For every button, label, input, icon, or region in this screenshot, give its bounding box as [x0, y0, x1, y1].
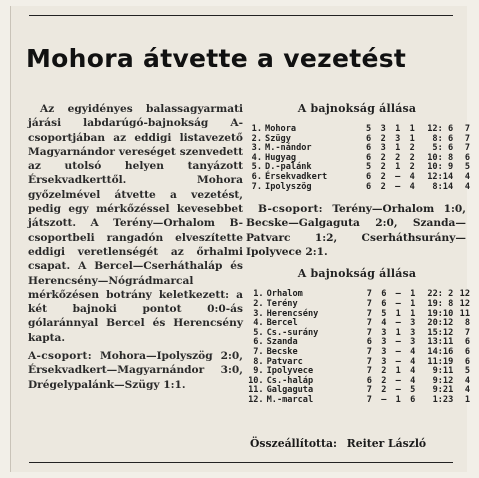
cell-pts: 1	[464, 394, 470, 405]
cell-pts: 12	[459, 289, 470, 300]
cell-d: 3	[395, 133, 401, 144]
cell-pos: 3.	[251, 143, 263, 154]
cell-pos: 2.	[251, 133, 263, 144]
cell-d: 1	[395, 124, 401, 134]
cell-w: 3	[381, 346, 387, 357]
cell-p: 6	[366, 375, 372, 386]
a-group-results	[28, 349, 243, 392]
cell-pos: 12.	[248, 394, 264, 405]
cell-team: Herencsény	[266, 308, 319, 319]
cell-goals: 10: 9	[427, 162, 454, 173]
cell-pts: 4	[464, 181, 470, 192]
cell-p: 6	[366, 171, 372, 182]
cell-goals: 10: 8	[427, 152, 454, 163]
top-rule	[29, 15, 453, 16]
cell-pts: 7	[464, 133, 470, 144]
cell-l: 1	[409, 124, 415, 134]
a-group-results-text: Mohora—Ipolyszög 2:0, Érsekvadkert—Magyarnándor 3:0, Drégelypalánk—Szügy 1:1.	[28, 350, 243, 391]
cell-w: 4	[381, 318, 387, 329]
cell-goals: 8:14	[432, 181, 454, 192]
cell-p: 6	[366, 337, 372, 348]
cell-team: D.-palánk	[265, 162, 312, 173]
cell-w: 3	[380, 124, 386, 134]
cell-w: 2	[380, 171, 386, 182]
cell-l: 3	[410, 327, 416, 338]
cell-goals: 8: 6	[432, 133, 454, 144]
cell-l: 3	[410, 318, 416, 329]
cell-goals: 13:11	[427, 337, 454, 348]
b-group-results	[246, 202, 466, 259]
cell-w: 3	[381, 337, 387, 348]
bottom-rule	[29, 462, 453, 463]
cell-d: 1	[395, 394, 401, 405]
cell-w: 2	[381, 385, 387, 396]
cell-pos: 7.	[251, 181, 263, 192]
cell-goals: 14:16	[427, 346, 454, 357]
cell-pts: 6	[464, 356, 470, 367]
cell-l: 6	[410, 394, 416, 405]
cell-pos: 5.	[251, 162, 263, 173]
cell-l: 1	[410, 308, 416, 319]
cell-d: 1	[395, 366, 401, 377]
article-column	[28, 102, 243, 396]
cell-team: Cs.-surány	[266, 327, 319, 338]
cell-d: 2	[395, 152, 401, 163]
cell-pts: 7	[464, 124, 470, 134]
cell-p: 7	[366, 346, 372, 357]
cell-p: 7	[366, 298, 372, 309]
cell-p: 7	[366, 356, 372, 367]
cell-p: 7	[366, 318, 372, 329]
cell-d: –	[395, 298, 401, 309]
cell-w: 2	[380, 162, 386, 173]
cell-pos: 4.	[251, 152, 263, 163]
cell-l: 3	[410, 337, 416, 348]
standings-table-a	[246, 125, 470, 192]
cell-pts: 11	[459, 308, 470, 319]
cell-goals: 12:14	[427, 171, 454, 182]
cell-pos: 7.	[253, 346, 264, 357]
cell-l: 4	[410, 366, 416, 377]
cell-p: 6	[366, 152, 372, 163]
cell-w: 2	[380, 181, 386, 192]
cell-w: 6	[381, 289, 387, 300]
cell-pts: 8	[464, 318, 470, 329]
cell-p: 7	[366, 308, 372, 319]
cell-d: –	[395, 318, 401, 329]
cell-goals: 1:23	[432, 394, 454, 405]
cell-team: Ipolyszög	[265, 181, 312, 192]
cell-pts: 6	[464, 152, 470, 163]
cell-d: –	[395, 181, 401, 192]
cell-p: 7	[366, 327, 372, 338]
cell-l: 1	[409, 133, 415, 144]
cell-pts: 4	[464, 385, 470, 396]
cell-team: M.-marcal	[266, 394, 314, 405]
cell-l: 4	[410, 346, 416, 357]
cell-p: 6	[366, 181, 372, 192]
cell-team: Szügy	[265, 133, 291, 144]
cell-pts: 4	[464, 171, 470, 182]
cell-pos: 5.	[253, 327, 264, 338]
cell-pos: 4.	[253, 318, 264, 329]
cell-goals: 22: 2	[427, 289, 454, 300]
cell-w: 3	[381, 356, 387, 367]
cell-l: 1	[410, 289, 416, 300]
cell-w: 2	[381, 375, 387, 386]
table-a-title: A bajnokság állása	[297, 102, 417, 115]
cell-d: 1	[395, 162, 401, 173]
cell-pos: 10.	[248, 375, 264, 386]
cell-p: 5	[366, 162, 372, 173]
cell-team: M.-nándor	[265, 143, 312, 154]
table-row	[246, 396, 470, 406]
cell-l: 2	[409, 162, 415, 173]
cell-d: –	[395, 356, 401, 367]
cell-d: 1	[395, 327, 401, 338]
cell-d: –	[395, 171, 401, 182]
cell-pts: 5	[464, 162, 470, 173]
cell-w: 2	[381, 366, 387, 377]
cell-pos: 11.	[248, 385, 264, 396]
cell-pos: 2.	[253, 298, 264, 309]
cell-w: –	[381, 394, 387, 405]
credit-name: Reiter László	[346, 437, 427, 450]
cell-team: Bercel	[266, 318, 298, 329]
cell-pos: 1.	[251, 124, 263, 134]
cell-goals: 9:21	[432, 385, 454, 396]
cell-team: Érsekvadkert	[265, 171, 328, 182]
cell-pts: 7	[464, 143, 470, 154]
cell-pos: 9.	[253, 366, 264, 377]
cell-goals: 20:12	[427, 318, 454, 329]
cell-pos: 1.	[253, 289, 264, 300]
cell-pts: 4	[464, 375, 470, 386]
cell-w: 3	[380, 143, 386, 154]
cell-l: 5	[410, 385, 416, 396]
cell-l: 2	[409, 143, 415, 154]
b-group-results-text: Terény—Orhalom 1:0, Becske—Galgaguta 2:0, Szanda—Patvarc 1:2, Cserháthsurány—Ipolyvece 2:1.	[246, 203, 466, 259]
cell-d: –	[395, 375, 401, 386]
standings-table-b	[246, 290, 470, 405]
cell-goals: 12: 6	[427, 124, 454, 134]
cell-p: 7	[366, 289, 372, 300]
cell-d: 1	[395, 308, 401, 319]
cell-goals: 9:11	[432, 366, 454, 377]
cell-p: 6	[366, 143, 372, 154]
cell-pos: 6.	[251, 171, 263, 182]
cell-l: 4	[409, 181, 415, 192]
cell-goals: 19: 8	[427, 298, 454, 309]
cell-goals: 15:12	[427, 327, 454, 338]
cell-d: –	[395, 385, 401, 396]
cell-l: 1	[410, 298, 416, 309]
cell-pts: 12	[459, 298, 470, 309]
cell-w: 6	[381, 298, 387, 309]
cell-pos: 8.	[253, 356, 264, 367]
cell-w: 2	[380, 152, 386, 163]
cell-l: 4	[409, 171, 415, 182]
credit-line	[250, 437, 426, 450]
cell-l: 2	[409, 152, 415, 163]
cell-team: Cs.-haláp	[266, 375, 314, 386]
cell-team: Galgaguta	[266, 385, 314, 396]
cell-goals: 19:10	[427, 308, 454, 319]
standings-column	[246, 102, 468, 405]
cell-pts: 6	[464, 337, 470, 348]
cell-team: Mohora	[265, 124, 297, 134]
table-b-title: A bajnokság állása	[297, 267, 417, 281]
cell-w: 2	[380, 133, 386, 144]
cell-p: 7	[366, 385, 372, 396]
cell-pts: 5	[464, 366, 470, 377]
cell-p: 6	[366, 133, 372, 144]
cell-team: Patvarc	[266, 356, 303, 367]
cell-goals: 11:19	[427, 356, 454, 367]
cell-team: Orhalom	[266, 289, 303, 300]
cell-pts: 6	[464, 346, 470, 357]
cell-p: 7	[366, 394, 372, 405]
cell-team: Terény	[266, 298, 298, 309]
cell-pts: 7	[464, 327, 470, 338]
cell-p: 5	[366, 124, 372, 134]
cell-l: 4	[410, 375, 416, 386]
cell-d: –	[395, 337, 401, 348]
credit-label: Összeállította:	[250, 437, 338, 450]
a-group-label: A-csoport:	[28, 350, 92, 363]
cell-team: Szanda	[266, 337, 298, 348]
cell-pos: 3.	[253, 308, 264, 319]
cell-w: 3	[381, 327, 387, 338]
headline: Mohora átvette a vezetést	[26, 44, 407, 73]
cell-p: 7	[366, 366, 372, 377]
cell-team: Ipolyvece	[266, 366, 314, 377]
cell-d: –	[395, 289, 401, 300]
cell-team: Becske	[266, 346, 298, 357]
cell-goals: 9:12	[432, 375, 454, 386]
article-paragraph: Az egyidényes balassagyarmati járási labdarúgó-bajnokság A-csoportjában az eddigi listavezető Magyarnándor vereséget szenvedett az utolsó helyen tanyázott Érsekvadkerttől. Mohora győzelmével átvette a vezetést, pedig egy mérkőzéssel kevesebbet játszott. A Terény—Orhalom B-csoportbeli rangadón elveszítette eddigi veretlenségét az őrhalmi csapat. A Bercel—Cserháthaláp és Herencsény—Nógrádmarcal mérkőzésen botrány keletkezett: a két bajnoki pontot 0:0-ás gólaránnyal Bercel és Herencsény kapta.	[28, 103, 243, 344]
cell-w: 5	[381, 308, 387, 319]
cell-goals: 5: 6	[432, 143, 454, 154]
table-row	[246, 183, 470, 193]
cell-d: 1	[395, 143, 401, 154]
b-group-label: B-csoport:	[258, 203, 323, 216]
cell-team: Hugyag	[265, 152, 297, 163]
cell-d: –	[395, 346, 401, 357]
cell-l: 4	[410, 356, 416, 367]
cell-pos: 6.	[253, 337, 264, 348]
